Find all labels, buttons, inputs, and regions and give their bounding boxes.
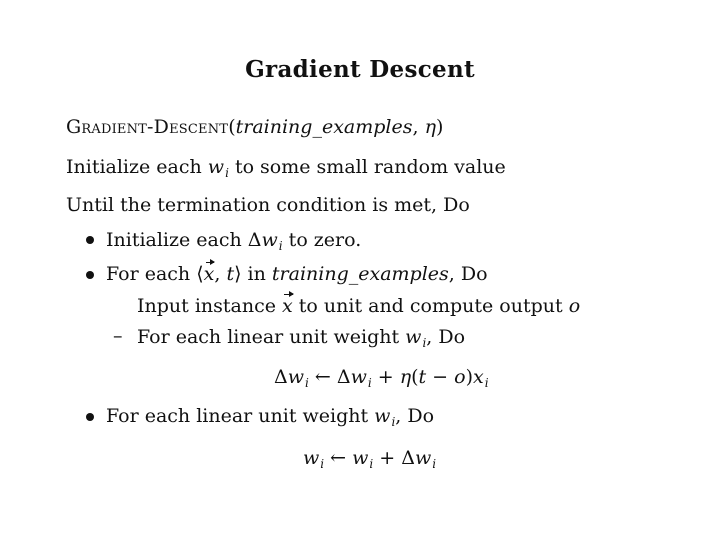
- sub2-text-b: , Do: [426, 326, 466, 348]
- init-sub: i: [225, 166, 229, 180]
- bullet2-t: t: [226, 263, 235, 285]
- page-title: Gradient Descent: [245, 56, 475, 83]
- sub2-var: w: [405, 326, 422, 348]
- eq1-t: t: [418, 366, 427, 388]
- bullet2-examples: training_examples: [271, 263, 449, 285]
- param-eta: η: [424, 116, 436, 138]
- eq1-close: ): [465, 366, 474, 388]
- init-line: [66, 156, 506, 180]
- bullet1-sub: i: [278, 239, 283, 253]
- eq2-i3: i: [432, 457, 437, 471]
- sub1-text-a: Input instance: [137, 295, 283, 317]
- until-line: Until the termination condition is met, Do: [66, 194, 470, 216]
- eq1-i1: i: [305, 376, 309, 390]
- bullet3-text-b: , Do: [395, 405, 435, 427]
- algorithm-signature: [66, 118, 443, 137]
- sub1-o: o: [568, 295, 581, 317]
- eq2-w1: w: [303, 447, 320, 469]
- param-sep: ,: [412, 116, 425, 138]
- sub2-sub: i: [422, 336, 427, 350]
- eq1-x: x: [473, 366, 484, 388]
- bullet2-rangle: ⟩: [234, 263, 242, 285]
- eq1-paren: (: [411, 366, 419, 388]
- sub2-text-a: For each linear unit weight: [137, 326, 406, 348]
- bullet-icon: [86, 271, 94, 279]
- algorithm-name: Gradient-Descent: [66, 116, 229, 138]
- bullet-item-2: [106, 265, 488, 284]
- param-open: (: [228, 116, 236, 138]
- init-var: w: [207, 156, 225, 178]
- bullet1-text-a: Initialize each: [106, 229, 248, 251]
- eq2-arrow: ←: [324, 447, 353, 469]
- eq1-delta1: Δ: [274, 366, 288, 388]
- vector-x: x: [282, 295, 293, 317]
- eq1-delta2: Δ: [336, 366, 351, 388]
- eq2-w2: w: [352, 447, 369, 469]
- eq1-arrow: ←: [308, 366, 337, 388]
- eq1-i3: i: [484, 376, 489, 390]
- eq1-plus: +: [371, 366, 400, 388]
- weight-update-equation: [303, 447, 437, 471]
- eq1-w1: w: [287, 366, 304, 388]
- bullet2-langle: ⟨: [196, 263, 204, 285]
- eq2-plus: +: [373, 447, 402, 469]
- bullet-icon: [86, 413, 94, 421]
- eq2-w3: w: [414, 447, 432, 469]
- eq2-i2: i: [369, 457, 374, 471]
- bullet2-in: in: [241, 263, 272, 285]
- sub-item-1: [137, 297, 580, 316]
- dash-icon: –: [113, 325, 123, 347]
- bullet1-text-b: to zero.: [282, 229, 362, 251]
- eq1-eta: η: [399, 366, 412, 388]
- bullet3-text-a: For each linear unit weight: [106, 405, 375, 427]
- vector-x: x: [203, 263, 215, 285]
- eq1-i2: i: [367, 376, 372, 390]
- bullet-icon: [86, 236, 94, 244]
- eq1-minus: −: [426, 366, 455, 388]
- bullet1-delta: Δ: [247, 229, 262, 251]
- bullet-item-1: [106, 229, 362, 253]
- bullet2-text-a: For each: [106, 263, 197, 285]
- param-training-examples: training_examples: [235, 116, 413, 138]
- eq2-i1: i: [320, 457, 325, 471]
- bullet2-text-b: , Do: [448, 263, 488, 285]
- update-equation: [274, 366, 489, 390]
- sub1-text-b: to unit and compute output: [292, 295, 569, 317]
- bullet1-var: w: [261, 229, 278, 251]
- bullet2-comma: ,: [214, 263, 227, 285]
- init-text-b: to some small random value: [228, 156, 506, 178]
- bullet3-var: w: [374, 405, 391, 427]
- eq1-w2: w: [350, 366, 367, 388]
- bullet-item-3: [106, 405, 435, 429]
- init-text-a: Initialize each: [66, 156, 208, 178]
- bullet3-sub: i: [391, 415, 396, 429]
- param-close: ): [435, 116, 444, 138]
- eq2-delta: Δ: [401, 447, 415, 469]
- eq1-o: o: [454, 366, 466, 388]
- sub-item-2: [137, 326, 466, 350]
